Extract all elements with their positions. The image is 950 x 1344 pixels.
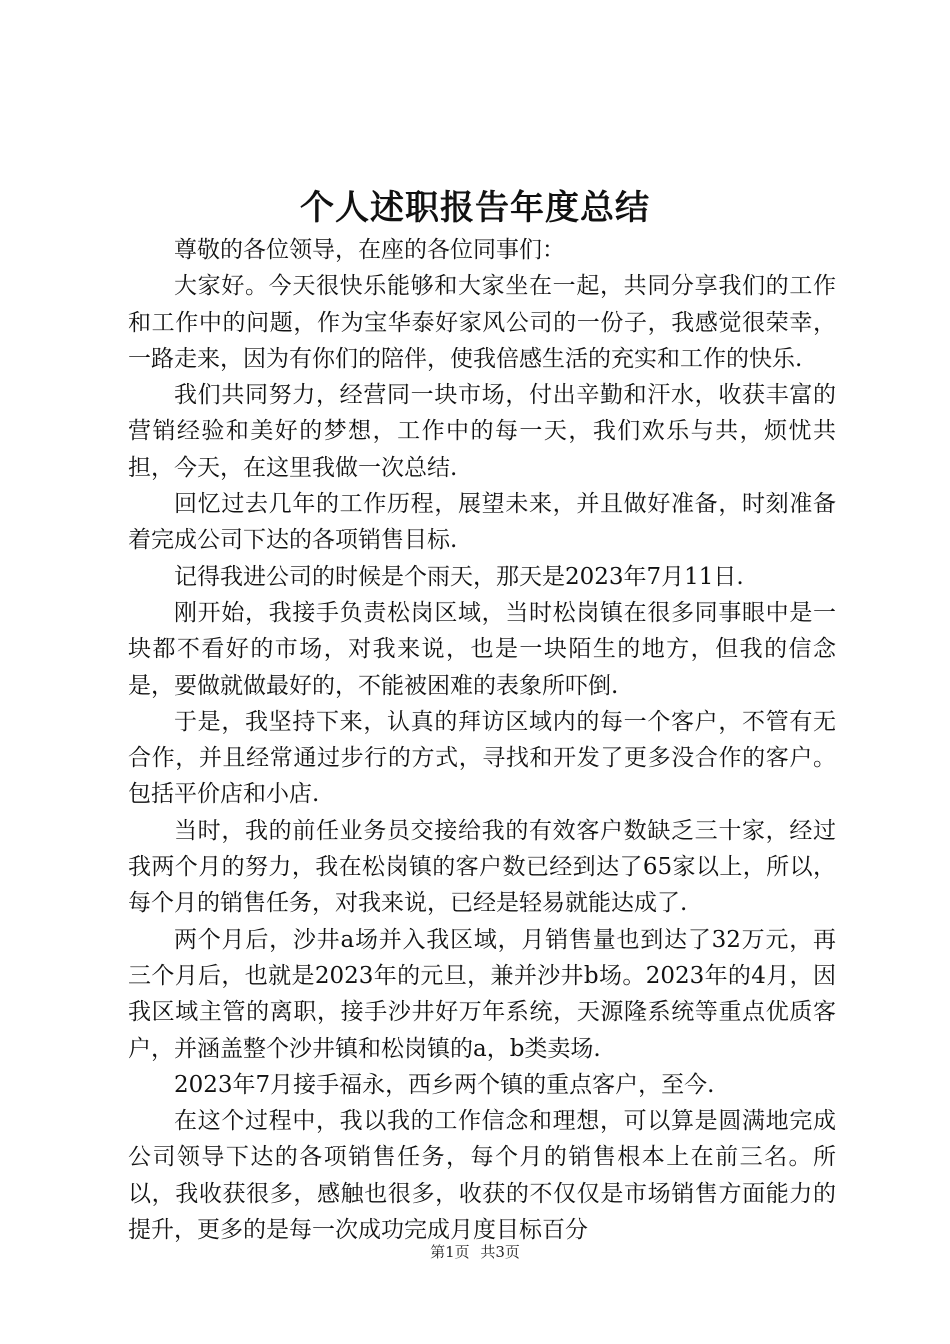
paragraph: 回忆过去几年的工作历程，展望未来，并且做好准备，时刻准备着完成公司下达的各项销售目标. (128, 491, 836, 554)
paragraph: 记得我进公司的时候是个雨天，那天是2023年7月11日. (174, 563, 744, 590)
paragraph: 在这个过程中，我以我的工作信念和理想，可以算是圆满地完成公司领导下达的各项销售任务，每个月的销售根本上在前三名。所以，我收获很多，感触也很多，收获的不仅仅是市场销售方面能力的提升，更多的是每一次成功完成月度目标百分 (128, 1108, 836, 1244)
page-number: 第1页 (430, 1243, 470, 1261)
paragraph: 刚开始，我接手负责松岗区域，当时松岗镇在很多同事眼中是一块都不看好的市场，对我来说，也是一块陌生的地方，但我的信念是，要做就做最好的，不能被困难的表象所吓倒. (128, 599, 836, 699)
paragraph: 我们共同努力，经营同一块市场，付出辛勤和汗水，收获丰富的营销经验和美好的梦想，工作中的每一天，我们欢乐与共，烦忧共担，今天，在这里我做一次总结. (128, 382, 836, 481)
paragraph: 尊敬的各位领导，在座的各位同事们： (174, 237, 565, 263)
document-title: 个人述职报告年度总结 (300, 188, 650, 228)
page-total: 共3页 (480, 1243, 520, 1261)
paragraph: 大家好。今天很快乐能够和大家坐在一起，共同分享我们的工作和工作中的问题，作为宝华泰好家风公司的一份子，我感觉很荣幸，一路走来，因为有你们的陪伴，使我倍感生活的充实和工作的快乐. (128, 273, 836, 372)
paragraph: 2023年7月接手福永，西乡两个镇的重点客户，至今. (174, 1071, 715, 1098)
page-footer (0, 1241, 950, 1263)
paragraph: 于是，我坚持下来，认真的拜访区域内的每一个客户，不管有无合作，并且经常通过步行的方式，寻找和开发了更多没合作的客户。包括平价店和小店. (128, 708, 836, 808)
document-body (128, 232, 836, 1248)
paragraph: 两个月后，沙井a场并入我区域，月销售量也到达了32万元，再三个月后，也就是2023年的元旦，兼并沙井b场。2023年的4月，因我区域主管的离职，接手沙井好万年系统，天源隆系统等重点优质客户，并涵盖整个沙井镇和松岗镇的a，b类卖场. (128, 926, 836, 1062)
paragraph: 当时，我的前任业务员交接给我的有效客户数缺乏三十家，经过我两个月的努力，我在松岗镇的客户数已经到达了65家以上，所以，每个月的销售任务，对我来说，已经是轻易就能达成了. (128, 817, 836, 917)
